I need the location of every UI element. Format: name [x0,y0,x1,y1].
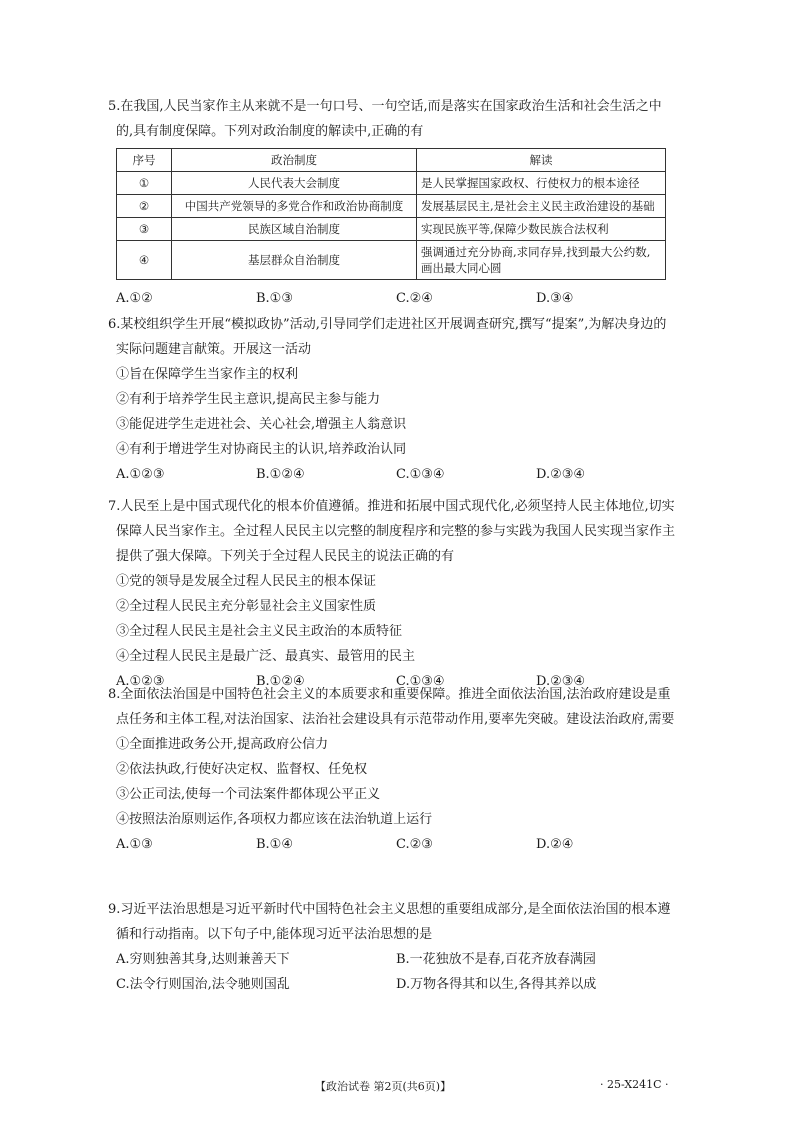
table-cell-no: ② [117,195,172,218]
option-a[interactable]: A.①② [116,291,153,306]
footer-page-info: 【政治试卷 第2页(共6页)】 [315,1080,452,1093]
footer-exam-code: · 25-X241C · [600,1078,669,1091]
table-cell-no: ④ [117,241,172,280]
table-cell-system: 民族区域自治制度 [172,218,417,241]
statement-2: ②有利于培养学生民主意识,提高民主参与能力 [116,392,381,407]
question-5 [108,94,676,311]
table-cell-system: 人民代表大会制度 [172,172,417,195]
table-row [117,195,666,218]
statement-2: ②全过程人民民主充分彰显社会主义国家性质 [116,599,377,614]
question-6-stem: 6.某校组织学生开展“模拟政协”活动,引导同学们走进社区开展调查研究,撰写“提案”,为解决身边的实际问题建言献策。开展这一活动 [108,317,667,357]
statement-4: ④按照法治原则运作,各项权力都应该在法治轨道上运行 [116,812,433,827]
political-system-table [116,148,666,280]
option-b[interactable]: B.①②④ [256,674,305,689]
table-row [117,241,666,280]
option-c[interactable]: C.法令行则国治,法令驰则国乱 [116,977,290,992]
table-row [117,218,666,241]
option-d[interactable]: D.②③④ [536,674,586,689]
option-b[interactable]: B.①④ [256,837,293,852]
question-9-stem: 9.习近平法治思想是习近平新时代中国特色社会主义思想的重要组成部分,是全面依法治国的根本遵循和行动指南。以下句子中,能体现习近平法治思想的是 [108,902,671,942]
question-8 [108,682,676,857]
option-d[interactable]: D.③④ [536,291,574,306]
question-6-options [116,462,676,487]
table-cell-no: ① [117,172,172,195]
statement-3: ③全过程人民民主是社会主义民主政治的本质特征 [116,624,403,639]
statement-4: ④全过程人民民主是最广泛、最真实、最管用的民主 [116,649,416,664]
question-6 [108,312,676,487]
option-a[interactable]: A.①②③ [116,674,165,689]
option-a[interactable]: A.①③ [116,837,153,852]
table-header-row [117,149,666,172]
option-c[interactable]: C.②④ [396,291,433,306]
table-cell-interpretation: 是人民掌握国家政权、行使权力的根本途径 [417,172,666,195]
table-header-no: 序号 [117,149,172,172]
question-5-options [116,286,676,311]
statement-2: ②依法执政,行使好决定权、监督权、任免权 [116,762,368,777]
table-cell-no: ③ [117,218,172,241]
question-7 [108,494,676,694]
statement-3: ③公正司法,使每一个司法案件都体现公平正义 [116,787,381,802]
option-a[interactable]: A.①②③ [116,467,165,482]
option-c[interactable]: C.①③④ [396,467,445,482]
option-d[interactable]: D.万物各得其和以生,各得其养以成 [396,977,597,992]
table-cell-system: 中国共产党领导的多党合作和政治协商制度 [172,195,417,218]
question-9 [108,897,676,997]
table-cell-system: 基层群众自治制度 [172,241,417,280]
table-header-system: 政治制度 [172,149,417,172]
question-8-stem: 8.全面依法治国是中国特色社会主义的本质要求和重要保障。推进全面依法治国,法治政府建设是重点任务和主体工程,对法治国家、法治社会建设具有示范带动作用,要率先突破。建设法治政府,需要 [108,687,675,727]
question-9-options-row-1 [116,947,676,972]
option-b[interactable]: B.①③ [256,291,293,306]
option-d[interactable]: D.②③④ [536,467,586,482]
question-8-options [116,832,676,857]
statement-4: ④有利于增进学生对协商民主的认识,培养政治认同 [116,442,407,457]
question-5-stem: 5.在我国,人民当家作主从来就不是一句口号、一句空话,而是落实在国家政治生活和社会生活之中的,具有制度保障。下列对政治制度的解读中,正确的有 [108,99,662,139]
option-b[interactable]: B.一花独放不是春,百花齐放春满园 [396,952,596,967]
question-9-options-row-2 [116,972,676,997]
option-d[interactable]: D.②④ [536,837,574,852]
statement-3: ③能促进学生走进社会、关心社会,增强主人翁意识 [116,417,407,432]
table-cell-interpretation: 发展基层民主,是社会主义民主政治建设的基础 [417,195,666,218]
question-7-stem: 7.人民至上是中国式现代化的根本价值遵循。推进和拓展中国式现代化,必须坚持人民主体地位,切实保障人民当家作主。全过程人民民主以完整的制度程序和完整的参与实践为我国人民实现当家作主提供了强大保障。下列关于全过程人民民主的说法正确的有 [108,499,676,564]
statement-1: ①旨在保障学生当家作主的权利 [116,367,299,382]
table-cell-interpretation: 强调通过充分协商,求同存异,找到最大公约数,画出最大同心圆 [417,241,666,280]
table-cell-interpretation: 实现民族平等,保障少数民族合法权利 [417,218,666,241]
option-b[interactable]: B.①②④ [256,467,305,482]
table-header-interpretation: 解读 [417,149,666,172]
table-row [117,172,666,195]
statement-1: ①党的领导是发展全过程人民民主的根本保证 [116,574,377,589]
option-c[interactable]: C.②③ [396,837,433,852]
option-c[interactable]: C.①③④ [396,674,445,689]
statement-1: ①全面推进政务公开,提高政府公信力 [116,737,329,752]
option-a[interactable]: A.穷则独善其身,达则兼善天下 [116,952,290,967]
